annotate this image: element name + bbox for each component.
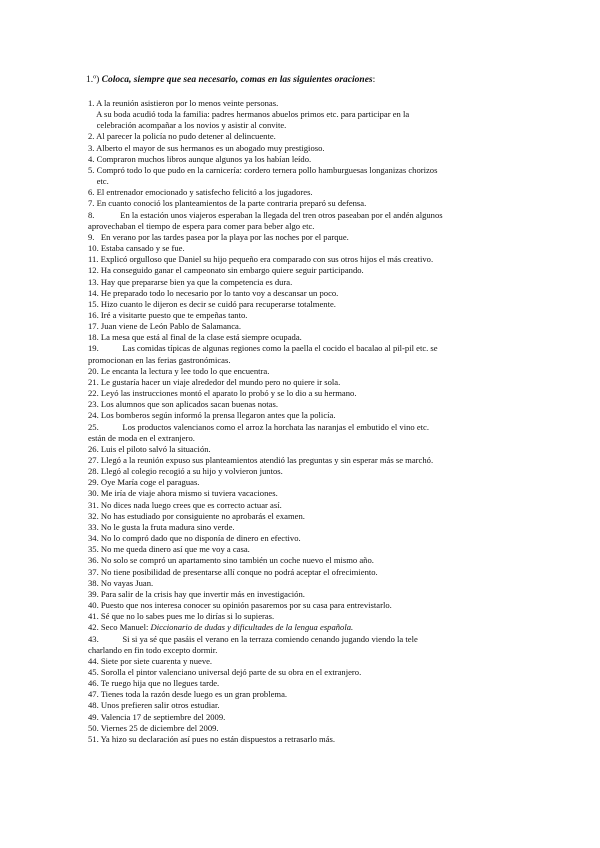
list-item — [88, 187, 514, 198]
list-item — [88, 143, 514, 154]
list-item-line: 10. Estaba cansado y se fue. — [88, 243, 185, 254]
list-item-line: 24. Los bomberos según informó la prensa llegaron antes que la policía. — [88, 410, 336, 421]
list-item-line: 20. Le encanta la lectura y lee todo lo que encuentra. — [88, 365, 270, 376]
exercise-heading — [86, 74, 526, 86]
list-item-line: promocionan en las ferias gastronómicas. — [88, 354, 231, 365]
list-item-line: 6. El entrenador emocionado y satisfecho felicitó a los jugadores. — [88, 187, 313, 198]
list-item — [88, 232, 514, 243]
list-item-line: 11. Explicó orgulloso que Daniel su hijo pequeño era comparado con sus otros hijos el más creativo. — [88, 254, 434, 265]
list-item-line: están de moda en el extranjero. — [88, 432, 195, 443]
list-item — [88, 466, 514, 477]
heading-prefix: 1.º) — [86, 75, 102, 85]
list-item — [88, 332, 514, 343]
list-item-line: 45. Sorolla el pintor valenciano universal dejó parte de su obra en el extranjero. — [88, 666, 362, 677]
list-item-line: 1. A la reunión asistieron por lo menos veinte personas. — [88, 98, 279, 108]
list-item — [88, 734, 514, 745]
list-item-line: 34. No lo compró dado que no disponía de dinero en efectivo. — [88, 533, 301, 544]
list-item — [88, 511, 514, 522]
list-item-line: 4. Compraron muchos libros aunque algunos ya los habían leído. — [88, 153, 312, 164]
list-item — [88, 131, 514, 142]
list-item-line: 48. Unos prefieren salir otros estudiar. — [88, 700, 220, 711]
list-item-line: 50. Viernes 25 de diciembre del 2009. — [88, 722, 219, 733]
list-item — [88, 600, 514, 611]
list-item-line: 17. Juan viene de León Pablo de Salamanca. — [88, 321, 241, 332]
list-item-line: 35. No me queda dinero así que me voy a casa. — [88, 544, 250, 555]
list-item-line: 44. Siete por siete cuarenta y nueve. — [88, 655, 213, 666]
list-item-line: 49. Valencia 17 de septiembre del 2009. — [88, 711, 226, 722]
list-item — [88, 288, 514, 299]
list-item — [88, 343, 514, 365]
list-item — [88, 578, 514, 589]
list-item-line: 18. La mesa que está al final de la clase está siempre ocupada. — [88, 332, 302, 343]
list-item — [88, 410, 514, 421]
list-item — [88, 712, 514, 723]
list-item — [88, 277, 514, 288]
list-item-line: 27. Llegó a la reunión expuso sus planteamientos atendió las preguntas y sin esperar más se marchó. — [88, 455, 434, 465]
heading-suffix: : — [372, 75, 376, 85]
list-item-line: 31. No dices nada luego crees que es correcto actuar así. — [88, 499, 282, 510]
list-item-line: etc. — [88, 176, 109, 187]
list-item-line: 7. En cuanto conoció los planteamientos de la parte contraria preparó su defensa. — [88, 198, 367, 209]
list-item-line: 30. Me iría de viaje ahora mismo si tuviera vacaciones. — [88, 488, 278, 499]
list-item — [88, 589, 514, 600]
list-item — [88, 154, 514, 165]
list-item — [88, 377, 514, 388]
list-item-line: 28. Llegó al colegio recogió a su hijo y volvieron juntos. — [88, 466, 283, 477]
list-item-line: A su boda acudió toda la familia: padres hermanos abuelos primos etc. para participar en la — [88, 109, 410, 120]
list-item — [88, 265, 514, 276]
list-item — [88, 678, 514, 689]
list-item-line: 51. Ya hizo su declaración así pues no están dispuestos a retrasarlo más. — [88, 733, 336, 744]
list-item-line: 23. Los alumnos que son aplicados sacan buenas notas. — [88, 399, 278, 410]
list-item-line: 16. Iré a visitarte puesto que te empeñas tanto. — [88, 309, 248, 320]
list-item — [88, 165, 514, 187]
list-item-line: 9. En verano por las tardes pasea por la playa por las noches por el parque. — [88, 231, 349, 242]
list-item — [88, 544, 514, 555]
list-item-line: 40. Puesto que nos interesa conocer su opinión pasaremos por su casa para entrevistarlo. — [88, 600, 392, 611]
list-item — [88, 567, 514, 578]
list-item-line: 2. Al parecer la policía no pudo detener al delincuente. — [88, 131, 276, 142]
list-item — [88, 555, 514, 566]
list-item — [88, 98, 514, 131]
list-item-line: 37. No tiene posibilidad de presentarse allí conque no podrá aceptar el ofrecimiento. — [88, 566, 378, 577]
list-item — [88, 656, 514, 667]
list-item-line: 41. Sé que no lo sabes pues me lo dirías si lo supieras. — [88, 611, 275, 622]
list-item-line: 13. Hay que prepararse bien ya que la competencia es dura. — [88, 276, 293, 287]
list-item — [88, 388, 514, 399]
list-item — [88, 455, 514, 466]
list-item-line: 22. Leyó las instrucciones montó el aparato lo probó y se lo dio a su hermano. — [88, 388, 357, 399]
list-item — [88, 477, 514, 488]
list-item — [88, 622, 514, 633]
heading-bold-text: Coloca, siempre que sea necesario, comas en las siguientes oraciones — [101, 75, 373, 85]
list-item-line: 19. Las comidas típicas de algunas regiones como la paella el cocido el bacalao al pil-pil etc. se — [88, 343, 438, 354]
list-item — [88, 700, 514, 711]
list-item — [88, 243, 514, 254]
list-item — [88, 634, 514, 656]
list-item — [88, 500, 514, 511]
list-item — [88, 522, 514, 533]
list-item — [88, 366, 514, 377]
list-item-line: 46. Te ruego hija que no llegues tarde. — [88, 678, 220, 689]
list-item-line: charlando en fin todo excepto dormir. — [88, 644, 218, 655]
list-item-line: 32. No has estudiado por consiguiente no aprobarás el examen. — [88, 510, 305, 521]
list-item-line: 26. Luis el piloto salvó la situación. — [88, 443, 211, 454]
list-item-line: 43. Si si ya sé que pasáis el verano en la terraza comiendo cenando jugando viendo la tele — [88, 633, 418, 644]
list-item — [88, 488, 514, 499]
list-item — [88, 422, 514, 444]
list-item-line: celebración acompañar a los novios y asistir al convite. — [88, 120, 287, 131]
list-item-line: 15. Hizo cuanto le dijeron es decir se cuidó para recuperarse totalmente. — [88, 298, 336, 309]
list-item — [88, 210, 514, 232]
list-item — [88, 198, 514, 209]
list-item-line: 36. No solo se compró un apartamento sino también un coche nuevo el mismo año. — [88, 555, 374, 566]
list-item-line: 14. He preparado todo lo necesario por lo tanto voy a descansar un poco. — [88, 287, 339, 298]
list-item — [88, 689, 514, 700]
list-item-line: aprovechaban el tiempo de espera para comer para beber algo etc. — [88, 220, 315, 231]
list-item — [88, 533, 514, 544]
list-item-line: 3. Alberto el mayor de sus hermanos es un abogado muy prestigioso. — [88, 142, 325, 153]
sentence-list — [88, 98, 514, 745]
list-item-line: 33. No le gusta la fruta madura sino verde. — [88, 521, 235, 532]
list-item — [88, 444, 514, 455]
list-item-line: 29. Oye María coge el paraguas. — [88, 477, 200, 488]
list-item-line: 25. Los productos valencianos como el arroz la horchata las naranjas el embutido el vino etc. — [88, 421, 430, 432]
list-item — [88, 667, 514, 678]
list-item-line: 38. No vayas Juan. — [88, 577, 154, 588]
list-item — [88, 399, 514, 410]
list-item-line: 39. Para salir de la crisis hay que invertir más en investigación. — [88, 588, 305, 599]
list-item-line: 5. Compró todo lo que pudo en la carnicería: cordero ternera pollo hamburguesas longanizas chorizos — [88, 164, 438, 175]
list-item-prefix: 42. Seco Manuel: — [88, 622, 151, 633]
book-title: Diccionario de dudas y dificultades de la lengua española. — [150, 622, 354, 633]
list-item — [88, 310, 514, 321]
list-item-line: 21. Le gustaría hacer un viaje alrededor del mundo pero no quiere ir sola. — [88, 376, 341, 387]
list-item — [88, 723, 514, 734]
list-item-line: 12. Ha conseguido ganar el campeonato sin embargo quiere seguir participando. — [88, 265, 364, 276]
list-item-line: 47. Tienes toda la razón desde luego es un gran problema. — [88, 689, 288, 700]
list-item — [88, 299, 514, 310]
list-item-line: 8. En la estación unos viajeros esperaban la llegada del tren otros paseaban por el andén algunos — [88, 209, 443, 220]
list-item — [88, 611, 514, 622]
list-item — [88, 254, 514, 265]
list-item — [88, 321, 514, 332]
